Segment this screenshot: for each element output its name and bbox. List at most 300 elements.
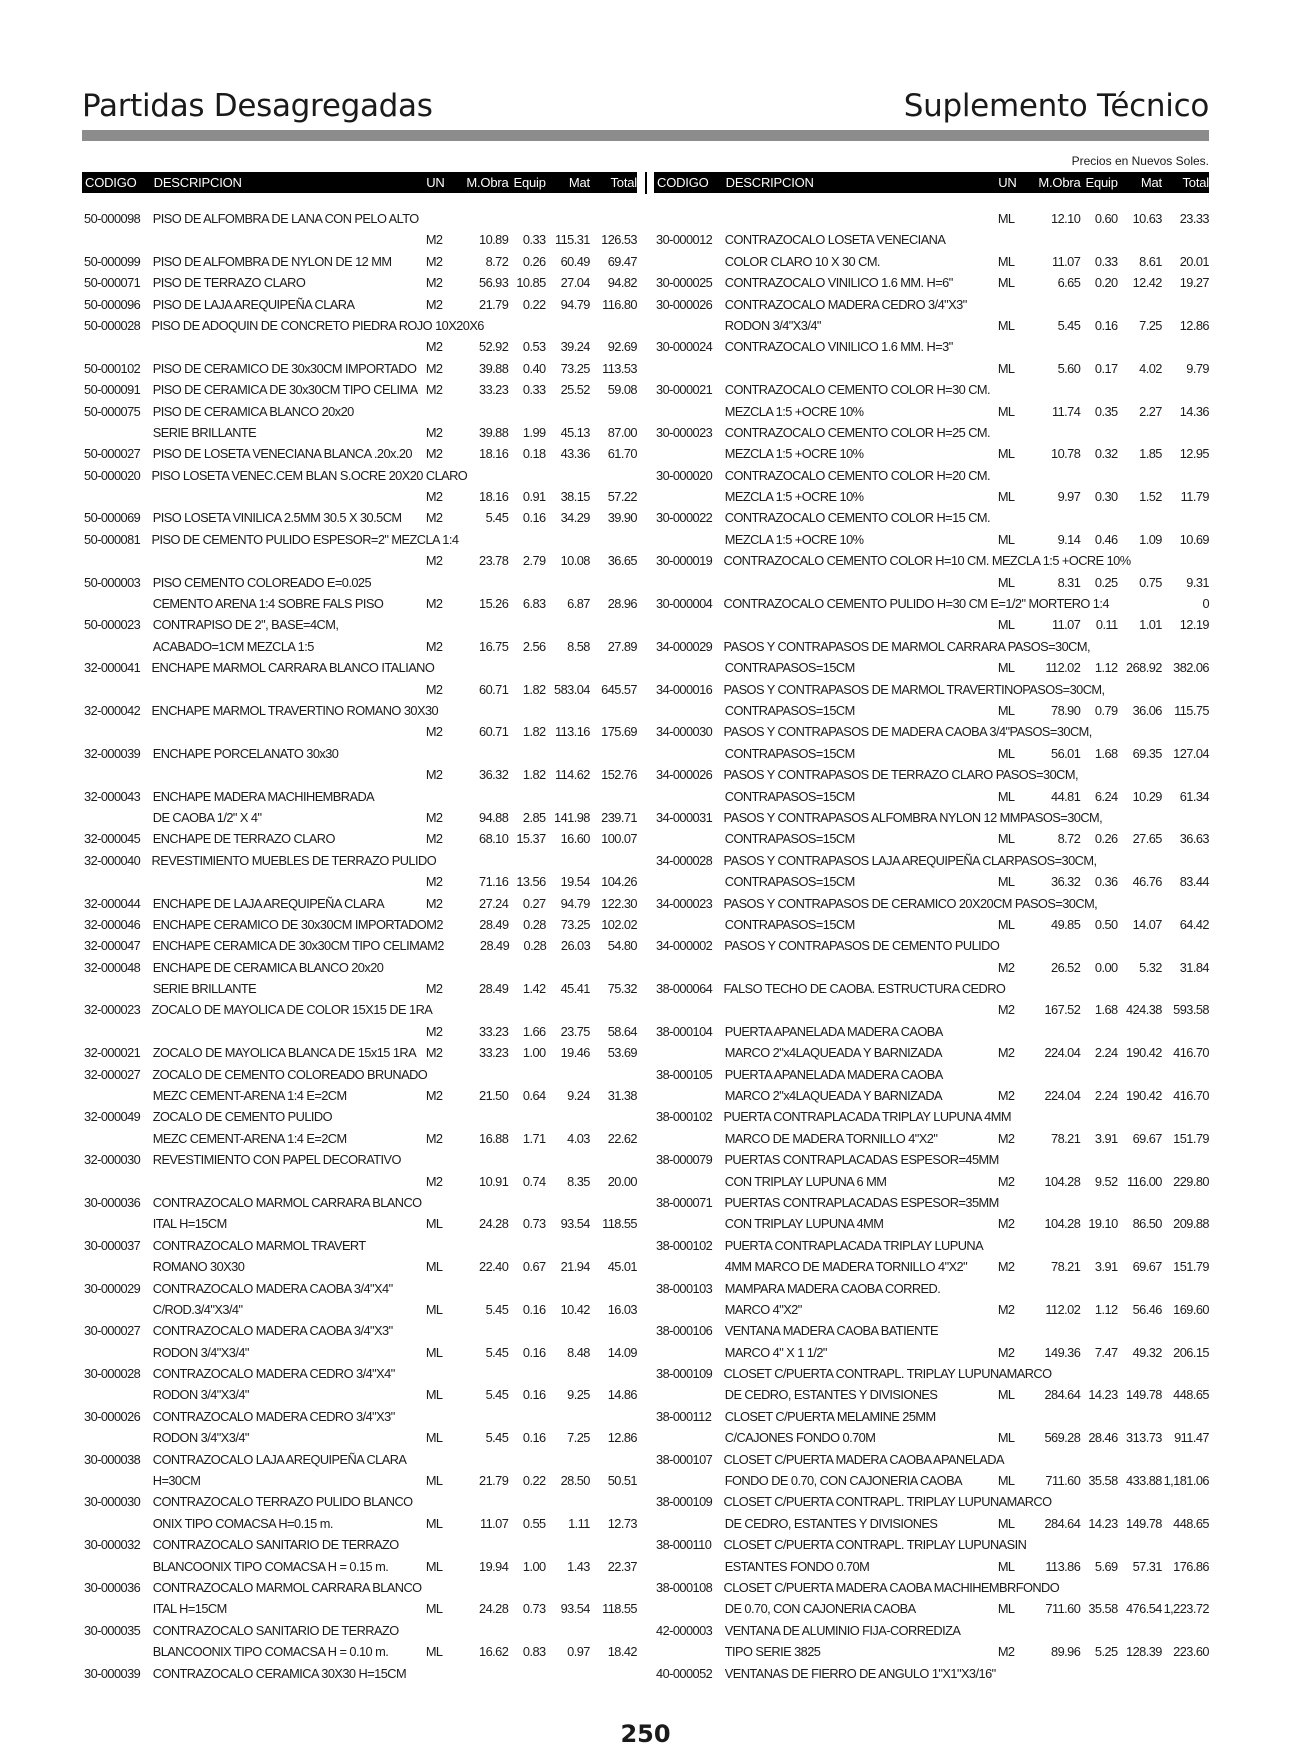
un-cell: ML — [997, 702, 1015, 718]
codigo-cell: 38-000109 — [656, 1366, 713, 1382]
table-row — [82, 422, 637, 443]
table-row — [82, 828, 637, 849]
codigo-cell: 30-000035 — [84, 1622, 141, 1638]
equip-cell — [511, 529, 548, 550]
un-cell — [426, 1577, 459, 1598]
codigo-cell — [82, 593, 153, 614]
un-cell: ML — [425, 1473, 443, 1489]
codigo-cell: 30-000026 — [84, 1408, 141, 1424]
mobra-cell — [1031, 507, 1080, 528]
codigo-cell — [82, 486, 153, 507]
codigo-cell: 38-000110 — [656, 1537, 712, 1553]
codigo-cell — [654, 401, 725, 422]
total-cell: 122.30 — [601, 895, 637, 911]
un-cell: ML — [425, 1515, 443, 1531]
un-cell: ML — [425, 1558, 443, 1574]
codigo-cell: 30-000038 — [84, 1451, 141, 1467]
descripcion-cell — [153, 871, 426, 892]
un-cell — [426, 614, 459, 635]
mobra-cell: 49.85 — [1051, 916, 1081, 932]
mobra-cell: 5.60 — [1057, 360, 1081, 376]
equip-cell: 0.16 — [522, 1430, 546, 1446]
mobra-cell: 94.88 — [479, 809, 509, 825]
equip-cell — [1083, 764, 1120, 785]
descripcion-cell: PUERTA APANELADA MADERA CAOBA — [724, 1066, 943, 1082]
mobra-cell — [459, 743, 508, 764]
mobra-cell: 112.02 — [1045, 660, 1081, 676]
codigo-cell — [654, 315, 725, 336]
un-cell: ML — [425, 1430, 443, 1446]
mat-cell — [546, 743, 590, 764]
mobra-cell — [1031, 422, 1080, 443]
descripcion-cell: MEZC CEMENT-ARENA 1:4 E=2CM — [152, 1088, 347, 1104]
mobra-cell: 711.60 — [1045, 1601, 1081, 1617]
table-row — [82, 1491, 637, 1512]
mat-cell — [546, 1663, 590, 1684]
total-cell: 36.65 — [607, 553, 637, 569]
descripcion-cell: CONTRAZOCALO MADERA CEDRO 3/4"X3" — [724, 296, 967, 312]
codigo-cell: 34-000030 — [656, 724, 713, 740]
total-cell — [1163, 978, 1209, 999]
table-row — [82, 1449, 637, 1470]
table-row — [654, 807, 1209, 828]
un-cell: ML — [997, 617, 1015, 633]
mat-cell: 190.42 — [1126, 1045, 1162, 1061]
un-cell: ML — [997, 1515, 1015, 1531]
mat-cell: 9.25 — [567, 1387, 590, 1403]
equip-cell: 1.82 — [522, 767, 546, 783]
descripcion-cell: PUERTA CONTRAPLACADA TRIPLAY LUPUNA — [724, 1237, 984, 1253]
equip-cell — [511, 700, 548, 721]
total-cell — [590, 1235, 637, 1256]
un-cell: ML — [997, 1430, 1015, 1446]
descripcion-cell: PISO DE ALFOMBRA DE LANA CON PELO ALTO — [152, 211, 419, 226]
mobra-cell: 78.21 — [1051, 1130, 1081, 1146]
total-cell: 22.62 — [607, 1130, 637, 1146]
codigo-cell: 38-000104 — [656, 1023, 713, 1039]
un-cell: M2 — [425, 681, 443, 697]
mat-cell: 10.08 — [560, 553, 590, 569]
descripcion-cell: ACABADO=1CM MEZCLA 1:5 — [152, 638, 314, 654]
mat-cell: 313.73 — [1126, 1430, 1162, 1446]
descripcion-cell: ENCHAPE MARMOL TRAVERTINO ROMANO 30X30 — [151, 702, 439, 718]
table-row — [82, 593, 637, 614]
total-cell — [591, 315, 637, 336]
table-row — [654, 1384, 1209, 1405]
un-cell — [426, 1406, 459, 1427]
descripcion-cell: CONTRAZOCALO MADERA CAOBA 3/4"X3" — [152, 1323, 393, 1339]
codigo-cell: 38-000064 — [656, 981, 713, 997]
col-total: Total — [610, 175, 637, 190]
descripcion-cell: BLANCOONIX TIPO COMACSA H = 0.10 m. — [152, 1644, 389, 1660]
mobra-cell — [459, 1620, 508, 1641]
mobra-cell — [1034, 593, 1082, 614]
descripcion-cell: PISO DE ADOQUIN DE CONCRETO PIEDRA ROJO 10X20X6 — [151, 317, 484, 333]
un-cell — [426, 1278, 459, 1299]
un-cell — [1002, 978, 1035, 999]
table-row — [654, 1149, 1209, 1170]
total-cell: 169.60 — [1173, 1301, 1209, 1317]
codigo-cell: 30-000027 — [84, 1323, 141, 1339]
total-cell: 64.42 — [1179, 916, 1209, 932]
total-cell — [1162, 229, 1209, 250]
mat-cell: 10.63 — [1132, 211, 1162, 226]
mobra-cell — [462, 657, 510, 678]
table-row — [654, 1278, 1209, 1299]
equip-cell: 19.10 — [1088, 1216, 1118, 1232]
table-row — [82, 315, 637, 336]
codigo-cell — [654, 208, 725, 229]
equip-cell: 14.23 — [1088, 1387, 1118, 1403]
right-price-table — [654, 172, 1209, 1684]
table-row — [654, 208, 1209, 229]
mat-cell: 8.48 — [567, 1344, 590, 1360]
mat-cell — [546, 1577, 590, 1598]
codigo-cell — [654, 1513, 725, 1534]
equip-cell — [508, 1406, 545, 1427]
table-row — [82, 1042, 637, 1063]
total-cell: 31.38 — [607, 1088, 637, 1104]
descripcion-cell: PISO DE CERAMICA BLANCO 20x20 — [152, 403, 354, 419]
un-cell: M2 — [425, 874, 443, 890]
codigo-cell: 32-000044 — [84, 895, 141, 911]
table-row — [654, 636, 1209, 657]
codigo-cell — [82, 978, 153, 999]
mat-cell: 149.78 — [1126, 1387, 1162, 1403]
descripcion-cell: PUERTA APANELADA MADERA CAOBA — [724, 1023, 943, 1039]
total-cell: 23.33 — [1179, 211, 1209, 226]
descripcion-cell: CONTRAZOCALO MARMOL CARRARA BLANCO — [152, 1580, 422, 1595]
table-header — [654, 172, 1209, 193]
equip-cell: 1.99 — [522, 424, 546, 440]
mat-cell: 433.88 — [1126, 1473, 1162, 1489]
total-cell: 18.42 — [607, 1644, 637, 1660]
mat-cell — [546, 1406, 590, 1427]
total-cell — [1163, 636, 1209, 657]
total-cell: 69.47 — [607, 253, 637, 269]
total-cell — [1163, 850, 1209, 871]
codigo-cell: 30-000004 — [656, 596, 713, 612]
total-cell — [1163, 764, 1209, 785]
mobra-cell — [1034, 978, 1082, 999]
mat-cell — [1118, 1021, 1162, 1042]
descripcion-cell: REVESTIMIENTO CON PAPEL DECORATIVO — [152, 1152, 401, 1168]
descripcion-cell: MEZC CEMENT-ARENA 1:4 E=2CM — [152, 1130, 347, 1146]
table-row — [82, 294, 637, 315]
right-table-body — [654, 193, 1209, 1684]
descripcion-cell — [153, 721, 426, 742]
mat-cell — [546, 572, 590, 593]
mat-cell: 14.07 — [1132, 916, 1162, 932]
mat-cell — [546, 1534, 590, 1555]
total-cell — [590, 208, 637, 229]
descripcion-cell: ZOCALO DE MAYOLICA BLANCA DE 15x15 1RA — [152, 1045, 417, 1061]
total-cell: 59.08 — [607, 382, 637, 398]
codigo-cell: 32-000049 — [84, 1109, 141, 1125]
table-row — [82, 1384, 637, 1405]
total-cell: 75.32 — [607, 981, 637, 997]
total-cell — [590, 1491, 637, 1512]
descripcion-cell: CONTRAPASOS=15CM — [724, 702, 855, 718]
un-cell — [999, 1192, 1032, 1213]
descripcion-cell: MARCO 2"x4LAQUEADA Y BARNIZADA — [724, 1088, 943, 1104]
table-row — [82, 721, 637, 742]
table-row — [654, 294, 1209, 315]
table-row — [82, 1620, 637, 1641]
descripcion-cell: H=30CM — [152, 1473, 201, 1489]
total-cell — [590, 786, 637, 807]
total-cell: 61.70 — [607, 446, 637, 462]
mat-cell: 141.98 — [554, 809, 590, 825]
descripcion-cell — [725, 957, 998, 978]
mat-cell: 69.35 — [1132, 745, 1162, 761]
col-total: Total — [1182, 175, 1209, 190]
un-cell — [426, 1192, 459, 1213]
un-cell: M2 — [425, 275, 443, 291]
descripcion-cell: PISO DE ALFOMBRA DE NYLON DE 12 MM — [152, 253, 392, 269]
mat-cell: 268.92 — [1126, 660, 1162, 676]
descripcion-cell: ENCHAPE DE CERAMICA BLANCO 20x20 — [152, 959, 384, 975]
equip-cell: 0.16 — [522, 1387, 546, 1403]
descripcion-cell: PUERTA CONTRAPLACADA TRIPLAY LUPUNA 4MM — [723, 1109, 1011, 1125]
descripcion-cell: PASOS Y CONTRAPASOS ALFOMBRA NYLON 12 MMPASOS=30CM, — [723, 809, 1103, 825]
table-row — [82, 1556, 637, 1577]
descripcion-cell: PISO DE CEMENTO PULIDO ESPESOR=2" MEZCLA 1:4 — [151, 531, 459, 547]
mat-cell — [547, 657, 590, 678]
mat-cell: 1.11 — [568, 1515, 590, 1531]
equip-cell — [1083, 1363, 1120, 1384]
mobra-cell — [459, 1449, 508, 1470]
codigo-cell — [654, 700, 725, 721]
equip-cell — [1080, 1406, 1117, 1427]
mobra-cell: 24.28 — [479, 1216, 509, 1232]
total-cell — [1163, 550, 1209, 571]
total-cell — [591, 700, 637, 721]
codigo-cell — [82, 1556, 153, 1577]
descripcion-cell: CONTRAPASOS=15CM — [724, 660, 855, 676]
descripcion-cell: PASOS Y CONTRAPASOS DE TERRAZO CLARO PASOS=30CM, — [723, 767, 1078, 783]
total-cell: 151.79 — [1173, 1130, 1209, 1146]
descripcion-cell: CLOSET C/PUERTA CONTRAPL. TRIPLAY LUPUNAMARCO — [723, 1494, 1052, 1510]
codigo-cell — [82, 721, 153, 742]
total-cell: 229.80 — [1173, 1173, 1209, 1189]
un-cell — [1002, 593, 1035, 614]
codigo-cell — [82, 1256, 153, 1277]
descripcion-cell: CONTRAZOCALO CEMENTO COLOR H=15 CM. — [724, 510, 991, 526]
table-row — [82, 251, 637, 272]
descripcion-cell: PUERTAS CONTRAPLACADAS ESPESOR=35MM — [724, 1194, 999, 1210]
mobra-cell: 11.07 — [1051, 617, 1081, 633]
total-cell: 20.01 — [1179, 253, 1209, 269]
table-row — [82, 1171, 637, 1192]
table-row — [654, 1256, 1209, 1277]
descripcion-cell: C/CAJONES FONDO 0.70M — [724, 1430, 876, 1446]
total-cell — [590, 1106, 637, 1127]
equip-cell: 15.37 — [516, 831, 546, 847]
total-cell — [591, 657, 637, 678]
equip-cell: 0.33 — [522, 232, 546, 248]
total-cell: 176.86 — [1173, 1558, 1209, 1574]
equip-cell: 0.46 — [1094, 531, 1118, 547]
mat-cell — [547, 700, 590, 721]
mobra-cell — [1031, 1620, 1080, 1641]
table-row — [654, 957, 1209, 978]
equip-cell: 0.35 — [1094, 403, 1118, 419]
total-cell: 12.86 — [607, 1430, 637, 1446]
mobra-cell: 224.04 — [1044, 1088, 1081, 1104]
mat-cell: 56.46 — [1132, 1301, 1162, 1317]
equip-cell: 10.85 — [516, 275, 546, 291]
mat-cell: 94.79 — [560, 296, 590, 312]
equip-cell — [508, 1577, 545, 1598]
table-row — [82, 1663, 637, 1684]
equip-cell: 3.91 — [1094, 1130, 1118, 1146]
total-cell: 19.27 — [1179, 275, 1209, 291]
codigo-cell — [654, 1085, 725, 1106]
descripcion-cell: CLOSET C/PUERTA CONTRAPL. TRIPLAY LUPUNAMARCO — [723, 1366, 1052, 1382]
mobra-cell: 284.64 — [1044, 1387, 1081, 1403]
total-cell: 45.01 — [607, 1259, 637, 1275]
table-row — [82, 1213, 637, 1234]
mobra-cell — [459, 614, 508, 635]
total-cell: 416.70 — [1173, 1045, 1209, 1061]
mat-cell — [1119, 593, 1162, 614]
table-row — [82, 1106, 637, 1127]
equip-cell: 1.68 — [1094, 1002, 1118, 1018]
un-cell — [998, 1064, 1031, 1085]
mobra-cell: 22.40 — [479, 1259, 509, 1275]
table-row — [654, 1021, 1209, 1042]
equip-cell — [508, 1663, 545, 1684]
descripcion-cell: FALSO TECHO DE CAOBA. ESTRUCTURA CEDRO — [723, 981, 1006, 997]
un-cell — [1002, 850, 1035, 871]
codigo-cell — [82, 1021, 153, 1042]
total-cell — [1162, 294, 1209, 315]
mat-cell — [1118, 935, 1162, 956]
mobra-cell — [1031, 1235, 1080, 1256]
descripcion-cell: ENCHAPE MADERA MACHIHEMBRADA — [152, 788, 375, 804]
equip-cell — [1080, 422, 1117, 443]
mobra-cell: 60.71 — [479, 681, 509, 697]
un-cell: M2 — [997, 1344, 1015, 1360]
mat-cell: 2.27 — [1139, 403, 1162, 419]
un-cell — [426, 743, 459, 764]
table-row — [82, 935, 637, 956]
codigo-cell: 38-000102 — [656, 1109, 713, 1125]
mat-cell — [1118, 1235, 1162, 1256]
total-cell — [591, 999, 637, 1020]
mobra-cell — [1032, 1192, 1081, 1213]
table-row — [654, 443, 1209, 464]
total-cell: 175.69 — [601, 724, 637, 740]
codigo-cell: 50-000099 — [84, 253, 141, 269]
codigo-cell — [82, 1598, 153, 1619]
descripcion-cell: ENCHAPE PORCELANATO 30x30 — [152, 745, 339, 761]
un-cell — [998, 1320, 1031, 1341]
table-row — [82, 229, 637, 250]
descripcion-cell: CONTRAZOCALO CEMENTO COLOR H=30 CM. — [724, 382, 991, 398]
descripcion-cell: VENTANAS DE FIERRO DE ANGULO 1"X1"X3/16" — [724, 1665, 996, 1681]
total-cell: 12.95 — [1179, 446, 1209, 462]
total-cell — [1163, 679, 1209, 700]
un-cell — [427, 1064, 460, 1085]
descripcion-cell: CLOSET C/PUERTA MELAMINE 25MM — [724, 1408, 936, 1424]
descripcion-cell: CONTRAZOCALO MADERA CEDRO 3/4"X4" — [152, 1366, 395, 1382]
mat-cell: 114.62 — [554, 767, 590, 783]
descripcion-cell — [153, 229, 426, 250]
mobra-cell: 21.79 — [479, 296, 509, 312]
descripcion-cell: CONTRAZOCALO MARMOL CARRARA BLANCO — [152, 1194, 422, 1210]
un-cell: ML — [425, 1644, 443, 1660]
total-cell: 53.69 — [607, 1045, 637, 1061]
descripcion-cell: CONTRAPISO DE 2", BASE=4CM, — [152, 617, 339, 633]
total-cell — [1163, 1491, 1209, 1512]
codigo-cell — [654, 251, 725, 272]
table-row — [82, 850, 637, 871]
mobra-cell — [1034, 850, 1082, 871]
total-cell: 416.70 — [1173, 1088, 1209, 1104]
equip-cell: 0.22 — [522, 1473, 546, 1489]
table-row — [654, 1556, 1209, 1577]
equip-cell: 0.33 — [522, 382, 546, 398]
equip-cell — [1083, 850, 1120, 871]
table-row — [654, 529, 1209, 550]
descripcion-cell: SERIE BRILLANTE — [152, 424, 257, 440]
mobra-cell: 36.32 — [479, 767, 509, 783]
mat-cell: 113.16 — [554, 724, 590, 740]
table-row — [654, 1577, 1209, 1598]
un-cell: M2 — [425, 767, 443, 783]
equip-cell: 1.66 — [522, 1023, 546, 1039]
equip-cell: 0.17 — [1094, 360, 1118, 376]
un-cell: M2 — [425, 831, 443, 847]
un-cell — [998, 1620, 1031, 1641]
un-cell: M2 — [425, 360, 443, 376]
codigo-cell: 32-000042 — [84, 702, 141, 718]
equip-cell: 0.16 — [522, 1344, 546, 1360]
mobra-cell: 78.90 — [1051, 702, 1081, 718]
mobra-cell: 56.01 — [1051, 745, 1081, 761]
equip-cell — [508, 957, 545, 978]
mobra-cell — [459, 401, 508, 422]
mat-cell — [546, 1192, 590, 1213]
mat-cell: 5.32 — [1139, 959, 1162, 975]
mobra-cell — [1034, 1363, 1082, 1384]
table-row — [654, 764, 1209, 785]
equip-cell: 1.82 — [522, 724, 546, 740]
mobra-cell: 5.45 — [485, 1344, 509, 1360]
equip-cell — [1080, 1021, 1117, 1042]
codigo-cell: 50-000098 — [84, 211, 141, 226]
descripcion-cell: RODON 3/4"X3/4" — [152, 1344, 249, 1360]
codigo-cell — [654, 786, 725, 807]
codigo-cell: 30-000021 — [656, 382, 713, 398]
mat-cell: 1.09 — [1139, 531, 1162, 547]
table-row — [654, 1598, 1209, 1619]
mobra-cell — [462, 529, 510, 550]
equip-cell — [511, 465, 548, 486]
mobra-cell — [1034, 1534, 1082, 1555]
table-row — [654, 358, 1209, 379]
total-cell — [1163, 1363, 1209, 1384]
table-row — [654, 679, 1209, 700]
codigo-cell: 50-000003 — [84, 574, 141, 590]
mobra-cell — [1031, 1021, 1080, 1042]
mat-cell: 73.25 — [560, 360, 590, 376]
codigo-cell: 30-000030 — [84, 1494, 141, 1510]
codigo-cell — [654, 743, 725, 764]
equip-cell — [509, 1064, 546, 1085]
